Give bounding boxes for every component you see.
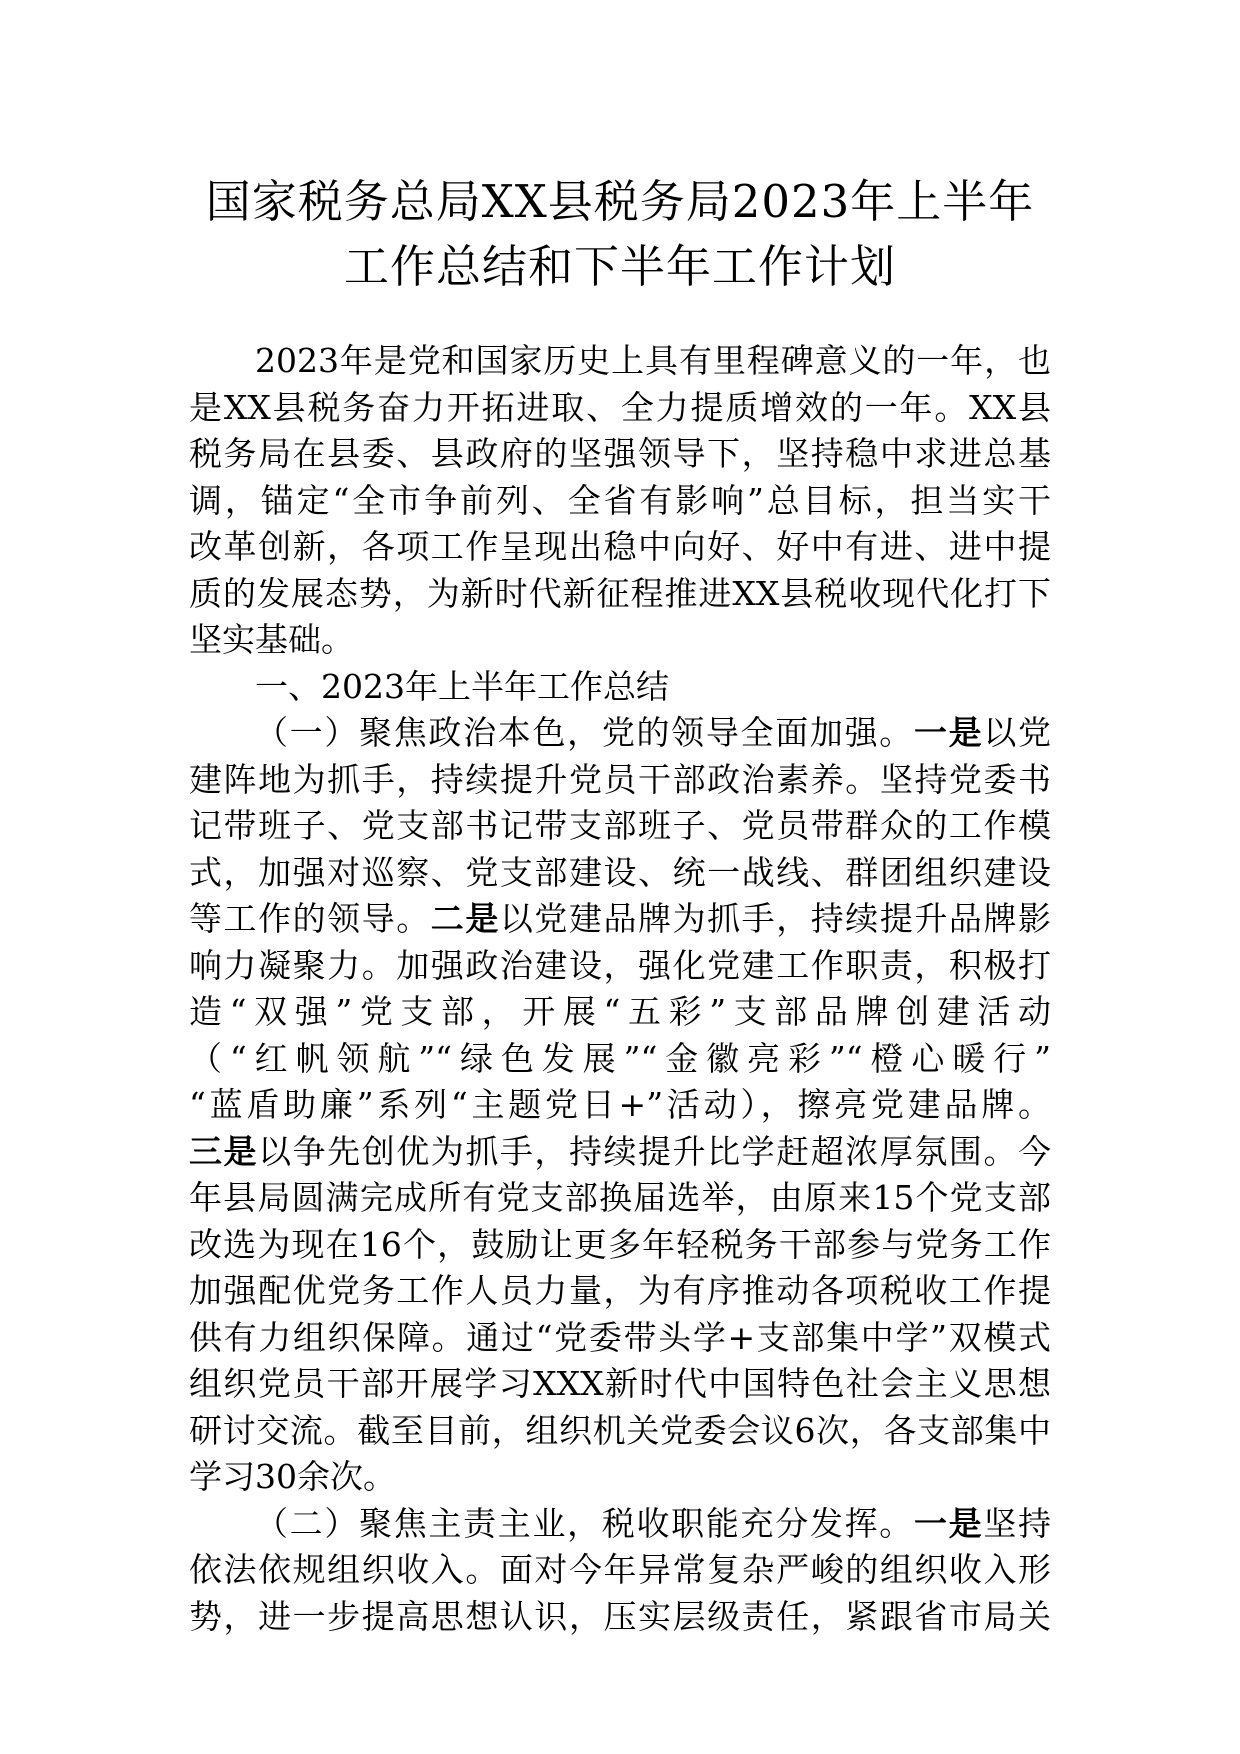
text-segment: 依法依规组织收入。面对今年异常复杂严峻的组织收入形 (189, 1550, 1051, 1589)
text-segment: 建阵地为抓手，持续提升党员干部政治素养。坚持党委书 (189, 759, 1051, 799)
text-segment: “蓝盾助廉”系列“主题党日+”活动），擦亮党建品牌。 (189, 1085, 1051, 1124)
text-segment: 坚实基础。 (189, 620, 354, 659)
text-segment: 改革创新，各项工作呈现出稳中向好、好中有进、进中提 (189, 527, 1051, 566)
body-text-line (189, 1408, 1051, 1455)
body-text-line (189, 431, 1051, 478)
body-text-line (189, 338, 1051, 385)
body-text-line (189, 1454, 1051, 1501)
body-text-line (189, 896, 1051, 943)
body-text-line (189, 478, 1051, 525)
text-segment: 调，锚定“全市争前列、全省有影响”总目标，担当实干 (189, 480, 1051, 520)
text-segment: 以党 (983, 713, 1052, 752)
text-segment: 研讨交流。截至目前，组织机关党委会议6次，各支部集中 (189, 1410, 1051, 1450)
text-segment: 年县局圆满完成所有党支部换届选举，由原来15个党支部 (189, 1178, 1051, 1217)
text-segment: （二）聚焦主责主业，税收职能充分发挥。 (255, 1503, 914, 1543)
body-text-line (189, 385, 1051, 432)
body-text-line (189, 757, 1051, 804)
text-segment: （“红帆领航”“绿色发展”“金徽亮彩”“橙心暖行” (189, 1038, 1051, 1078)
document-title-line-2: 工作总结和下半年工作计划 (343, 240, 896, 293)
text-segment: 以争先创优为抓手，持续提升比学赶超浓厚氛围。今 (258, 1131, 1052, 1171)
text-segment: 造“双强”党支部，开展“五彩”支部品牌创建活动 (189, 992, 1051, 1031)
body-text-line (189, 1082, 1051, 1129)
text-segment: 记带班子、党支部书记带支部班子、党员带群众的工作模 (189, 806, 1051, 845)
body-text-line (189, 617, 1051, 664)
body-text-line (189, 989, 1051, 1036)
body-text-line (189, 524, 1051, 571)
bold-keyword: 一是 (913, 713, 984, 752)
text-segment: 是XX县税务奋力开拓进取、全力提质增效的一年。XX县 (189, 387, 1051, 427)
body-text-line (189, 664, 1051, 711)
bold-keyword: 二是 (430, 899, 500, 938)
body-text-line (189, 1547, 1051, 1594)
body-text-line (189, 803, 1051, 850)
body-text-line (189, 1594, 1051, 1641)
text-segment: 等工作的领导。 (189, 899, 431, 938)
text-segment: 税务局在县委、县政府的坚强领导下，坚持稳中求进总基 (189, 434, 1051, 473)
body-text-line (189, 1129, 1051, 1176)
document-title-line-1: 国家税务总局XX县税务局2023年上半年 (205, 175, 1035, 228)
body-text-line (189, 1315, 1051, 1362)
body-text-line (189, 1036, 1051, 1083)
body-text-line (189, 1501, 1051, 1548)
body-text-line (189, 943, 1051, 990)
body-text-line (189, 710, 1051, 757)
body-text-line (189, 850, 1051, 897)
text-segment: 改选为现在16个，鼓励让更多年轻税务干部参与党务工作 (189, 1224, 1051, 1264)
text-segment: （一）聚焦政治本色，党的领导全面加强。 (255, 713, 914, 752)
text-segment: 式，加强对巡察、党支部建设、统一战线、群团组织建设 (189, 852, 1051, 892)
text-segment: 2023年是党和国家历史上具有里程碑意义的一年，也 (255, 341, 1051, 380)
text-segment: 一、2023年上半年工作总结 (255, 666, 669, 706)
bold-keyword: 一是 (913, 1503, 984, 1543)
text-segment: 响力凝聚力。加强政治建设，强化党建工作职责，积极打 (189, 945, 1051, 985)
document-body (189, 338, 1051, 1640)
body-text-line (189, 1222, 1051, 1269)
body-text-line (189, 571, 1051, 618)
text-segment: 供有力组织保障。通过“党委带头学+支部集中学”双模式 (189, 1317, 1051, 1357)
body-text-line (189, 1361, 1051, 1408)
body-text-line (189, 1268, 1051, 1315)
text-segment: 以党建品牌为抓手，持续提升品牌影 (499, 899, 1052, 938)
text-segment: 学习30余次。 (189, 1457, 396, 1496)
text-segment: 加强配优党务工作人员力量，为有序推动各项税收工作提 (189, 1271, 1051, 1310)
text-segment: 坚持 (983, 1503, 1052, 1543)
text-segment: 势，进一步提高思想认识，压实层级责任，紧跟省市局关 (189, 1596, 1051, 1636)
bold-keyword: 三是 (189, 1131, 259, 1171)
text-segment: 组织党员干部开展学习XXX新时代中国特色社会主义思想 (189, 1364, 1051, 1403)
text-segment: 质的发展态势，为新时代新征程推进XX县税收现代化打下 (189, 573, 1051, 613)
body-text-line (189, 1175, 1051, 1222)
